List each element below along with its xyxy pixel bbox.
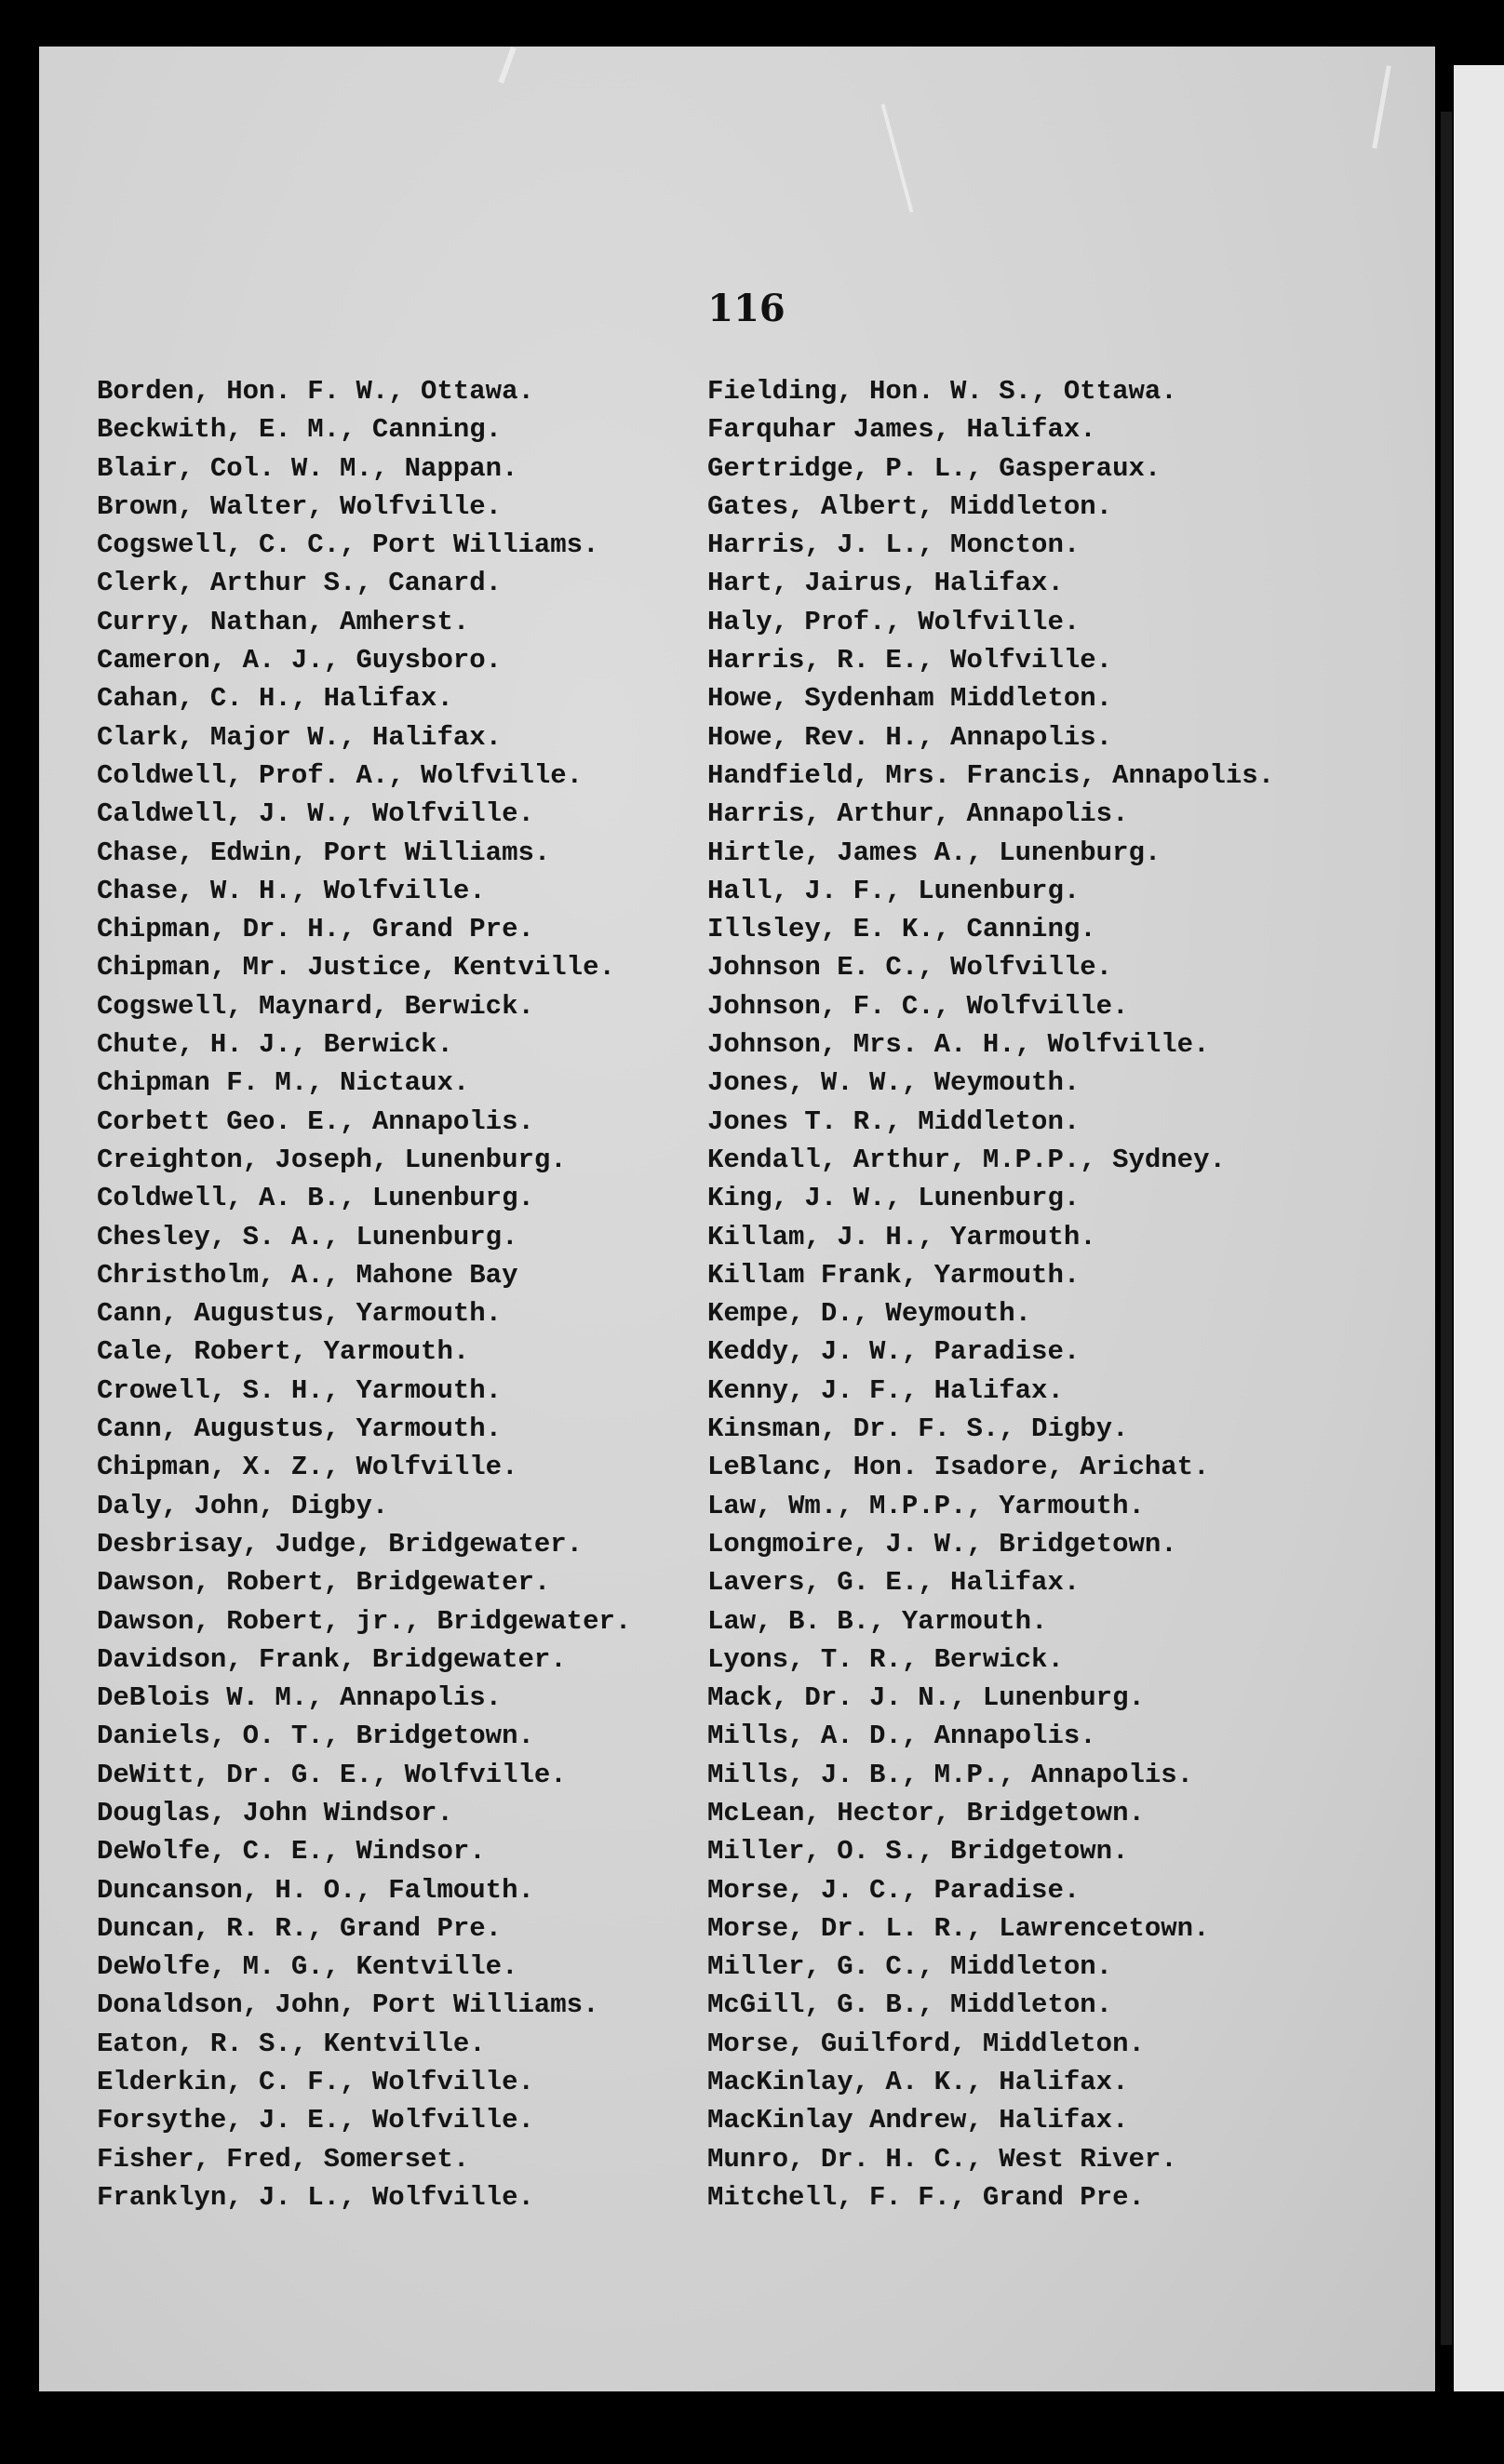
directory-entry: Caldwell, J. W., Wolfville. [97,798,534,830]
directory-entry: Corbett Geo. E., Annapolis. [97,1105,534,1137]
directory-entry: Clark, Major W., Halifax. [97,721,503,753]
directory-entry: Johnson E. C., Wolfville. [707,952,1113,984]
directory-entry: Lavers, G. E., Halifax. [707,1567,1081,1599]
directory-entry: Coldwell, A. B., Lunenburg. [97,1183,534,1214]
directory-entry: Mills, A. D., Annapolis. [707,1721,1096,1752]
directory-entry: LeBlanc, Hon. Isadore, Arichat. [707,1452,1210,1483]
directory-entry: MacKinlay, A. K., Halifax. [707,2067,1129,2098]
directory-entry: Duncanson, H. O., Falmouth. [97,1874,534,1906]
directory-entry: Cale, Robert, Yarmouth. [97,1336,470,1368]
directory-entry: Cahan, C. H., Halifax. [97,683,453,715]
directory-entry: Morse, Dr. L. R., Lawrencetown. [707,1912,1210,1944]
directory-entry: Creighton, Joseph, Lunenburg. [97,1144,567,1175]
page-binding-edge [1441,112,1452,2345]
directory-entry: Mills, J. B., M.P., Annapolis. [707,1759,1194,1790]
adjacent-page-sliver [1454,65,1504,2391]
directory-entry: Chase, W. H., Wolfville. [97,875,486,906]
directory-entry: Forsythe, J. E., Wolfville. [97,2105,534,2136]
directory-entry: Chipman, Mr. Justice, Kentville. [97,952,615,984]
directory-entry: McGill, G. B., Middleton. [707,1989,1113,2021]
directory-entry: Law, Wm., M.P.P., Yarmouth. [707,1490,1145,1521]
directory-entry: Fielding, Hon. W. S., Ottawa. [707,376,1177,407]
directory-entry: Law, B. B., Yarmouth. [707,1605,1048,1637]
directory-entry: Cogswell, Maynard, Berwick. [97,990,534,1022]
directory-entry: DeWolfe, C. E., Windsor. [97,1836,486,1868]
directory-entry: Kinsman, Dr. F. S., Digby. [707,1413,1129,1445]
directory-column-right [707,372,1274,2216]
directory-entry: Miller, G. C., Middleton. [707,1951,1113,1983]
directory-entry: Chesley, S. A., Lunenburg. [97,1221,518,1252]
directory-entry: Johnson, Mrs. A. H., Wolfville. [707,1029,1210,1061]
directory-entry: Clerk, Arthur S., Canard. [97,568,503,599]
directory-entry: Gates, Albert, Middleton. [707,490,1113,522]
directory-entry: Davidson, Frank, Bridgewater. [97,1643,567,1675]
directory-entry: King, J. W., Lunenburg. [707,1183,1081,1214]
directory-entry: Jones, W. W., Weymouth. [707,1067,1081,1099]
directory-entry: Chase, Edwin, Port Williams. [97,837,551,868]
directory-entry: Mitchell, F. F., Grand Pre. [707,2181,1145,2213]
directory-entry: Cann, Augustus, Yarmouth. [97,1298,503,1330]
directory-entry: Kenny, J. F., Halifax. [707,1374,1064,1406]
directory-entry: Jones T. R., Middleton. [707,1105,1081,1137]
directory-entry: Christholm, A., Mahone Bay [97,1259,518,1291]
directory-entry: Dawson, Robert, Bridgewater. [97,1567,551,1599]
directory-entry: Morse, Guilford, Middleton. [707,2028,1145,2059]
directory-entry: Duncan, R. R., Grand Pre. [97,1912,503,1944]
directory-entry: Longmoire, J. W., Bridgetown. [707,1528,1177,1560]
directory-entry: Douglas, John Windsor. [97,1797,453,1828]
directory-entry: McLean, Hector, Bridgetown. [707,1797,1145,1828]
directory-entry: Elderkin, C. F., Wolfville. [97,2067,534,2098]
directory-entry: Beckwith, E. M., Canning. [97,414,503,446]
directory-entry: Chipman, X. Z., Wolfville. [97,1452,518,1483]
directory-column-left [97,372,631,2216]
directory-entry: Eaton, R. S., Kentville. [97,2028,486,2059]
directory-entry: Fisher, Fred, Somerset. [97,2143,470,2175]
directory-entry: Keddy, J. W., Paradise. [707,1336,1081,1368]
directory-entry: Chipman F. M., Nictaux. [97,1067,470,1099]
directory-entry: Crowell, S. H., Yarmouth. [97,1374,503,1406]
directory-entry: Morse, J. C., Paradise. [707,1874,1081,1906]
directory-entry: Chipman, Dr. H., Grand Pre. [97,914,534,945]
directory-entry: DeWitt, Dr. G. E., Wolfville. [97,1759,567,1790]
directory-entry: Hart, Jairus, Halifax. [707,568,1064,599]
directory-entry: Miller, O. S., Bridgetown. [707,1836,1129,1868]
directory-entry: Chute, H. J., Berwick. [97,1029,453,1061]
directory-entry: Farquhar James, Halifax. [707,414,1096,446]
directory-entry: DeWolfe, M. G., Kentville. [97,1951,518,1983]
directory-entry: Johnson, F. C., Wolfville. [707,990,1129,1022]
directory-entry: Cameron, A. J., Guysboro. [97,645,503,676]
directory-entry: Coldwell, Prof. A., Wolfville. [97,759,584,791]
directory-entry: Lyons, T. R., Berwick. [707,1643,1064,1675]
directory-entry: Illsley, E. K., Canning. [707,914,1096,945]
directory-entry: Cogswell, C. C., Port Williams. [97,529,599,561]
scan-blemish [881,104,914,213]
directory-entry: Daniels, O. T., Bridgetown. [97,1721,534,1752]
directory-entry: Kendall, Arthur, M.P.P., Sydney. [707,1144,1226,1175]
directory-entry: Dawson, Robert, jr., Bridgewater. [97,1605,632,1637]
directory-entry: Gertridge, P. L., Gasperaux. [707,452,1162,484]
scan-blemish [1372,65,1391,149]
directory-entry: MacKinlay Andrew, Halifax. [707,2105,1129,2136]
directory-entry: Brown, Walter, Wolfville. [97,490,503,522]
directory-entry: Desbrisay, Judge, Bridgewater. [97,1528,584,1560]
directory-entry: Munro, Dr. H. C., West River. [707,2143,1177,2175]
directory-entry: DeBlois W. M., Annapolis. [97,1682,503,1714]
directory-entry: Mack, Dr. J. N., Lunenburg. [707,1682,1145,1714]
directory-entry: Killam Frank, Yarmouth. [707,1259,1081,1291]
directory-entry: Blair, Col. W. M., Nappan. [97,452,518,484]
directory-entry: Harris, Arthur, Annapolis. [707,798,1129,830]
directory-entry: Cann, Augustus, Yarmouth. [97,1413,503,1445]
directory-entry: Hirtle, James A., Lunenburg. [707,837,1162,868]
directory-entry: Franklyn, J. L., Wolfville. [97,2181,534,2213]
directory-entry: Hall, J. F., Lunenburg. [707,875,1081,906]
directory-entry: Handfield, Mrs. Francis, Annapolis. [707,759,1275,791]
directory-entry: Daly, John, Digby. [97,1490,389,1521]
directory-entry: Kempe, D., Weymouth. [707,1298,1032,1330]
scan-blemish [498,47,516,84]
directory-entry: Curry, Nathan, Amherst. [97,606,470,637]
directory-entry: Howe, Sydenham Middleton. [707,683,1113,715]
directory-entry: Killam, J. H., Yarmouth. [707,1221,1096,1252]
directory-entry: Howe, Rev. H., Annapolis. [707,721,1113,753]
directory-entry: Harris, R. E., Wolfville. [707,645,1113,676]
page-number: 116 [707,287,786,330]
directory-entry: Haly, Prof., Wolfville. [707,606,1081,637]
directory-entry: Harris, J. L., Moncton. [707,529,1081,561]
scanned-page [39,47,1435,2391]
directory-entry: Donaldson, John, Port Williams. [97,1989,599,2021]
directory-entry: Borden, Hon. F. W., Ottawa. [97,376,534,407]
